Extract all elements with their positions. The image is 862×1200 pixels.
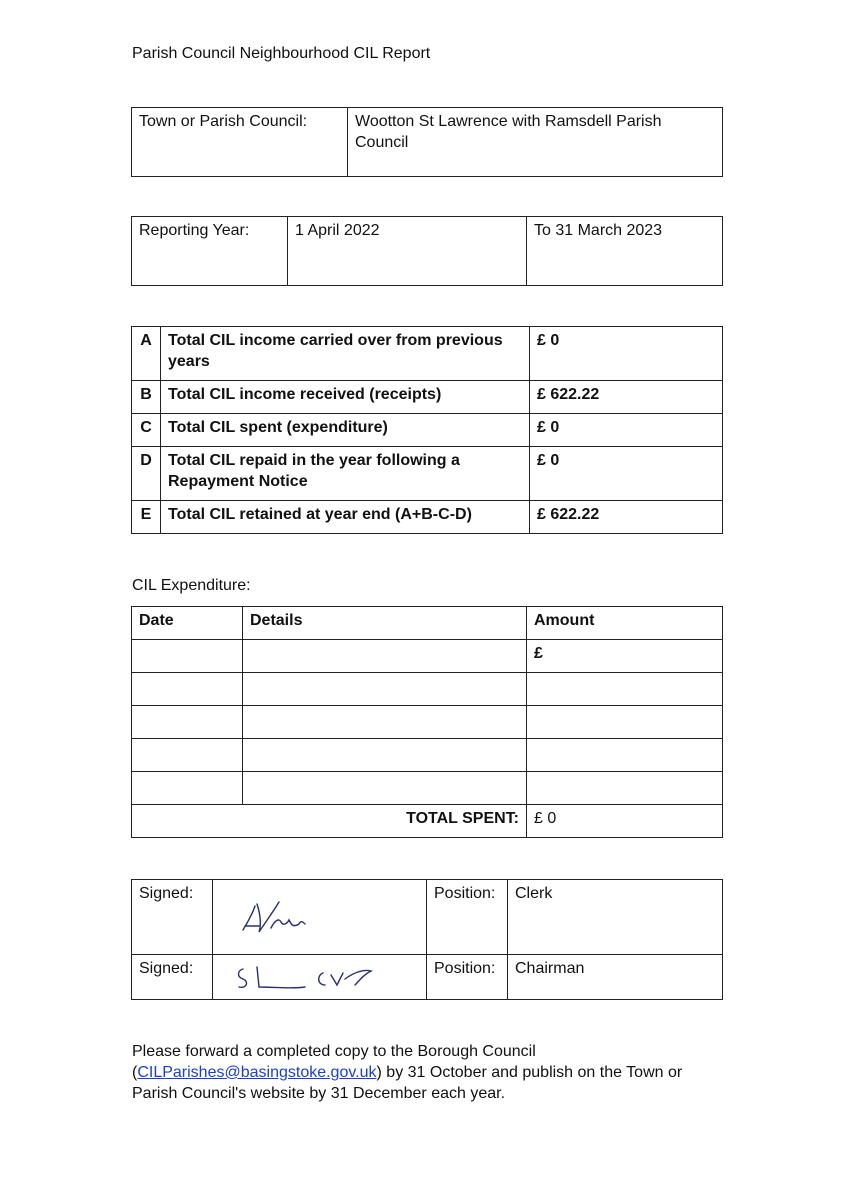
expenditure-details [243,739,527,772]
summary-amount: £ 0 [530,447,723,501]
signed-label: Signed: [132,880,213,955]
cil-summary-table [131,326,723,534]
signed-label: Signed: [132,955,213,1000]
signature-chairman [213,955,427,1000]
summary-letter: B [132,381,161,414]
summary-row [132,381,723,414]
expenditure-amount [527,739,723,772]
summary-description: Total CIL income carried over from previous years [161,327,530,381]
summary-amount: £ 0 [530,414,723,447]
signatures-table [131,879,723,1000]
expenditure-date [132,739,243,772]
position-value: Chairman [508,955,723,1000]
summary-letter: C [132,414,161,447]
expenditure-date [132,772,243,805]
total-spent-label: TOTAL SPENT: [132,805,527,838]
expenditure-table [131,606,723,838]
reporting-year-from: 1 April 2022 [288,217,527,286]
column-header-amount: Amount [527,607,723,640]
expenditure-amount [527,706,723,739]
expenditure-heading: CIL Expenditure: [132,577,251,594]
footer-note [132,1041,742,1104]
expenditure-row [132,706,723,739]
expenditure-row [132,640,723,673]
expenditure-date [132,673,243,706]
summary-letter: D [132,447,161,501]
chairman-signature-image [213,955,426,999]
summary-row [132,501,723,534]
summary-description: Total CIL income received (receipts) [161,381,530,414]
reporting-year-table [131,216,723,286]
signature-clerk [213,880,427,955]
summary-letter: A [132,327,161,381]
expenditure-row [132,772,723,805]
column-header-details: Details [243,607,527,640]
council-table [131,107,723,177]
column-header-date: Date [132,607,243,640]
summary-amount: £ 0 [530,327,723,381]
footer-line-3: Parish Council's website by 31 December each year. [132,1085,506,1102]
council-value: Wootton St Lawrence with Ramsdell Parish Council [348,108,723,177]
expenditure-amount [527,772,723,805]
summary-letter: E [132,501,161,534]
summary-row [132,447,723,501]
clerk-signature-image [213,880,426,954]
expenditure-details [243,706,527,739]
position-value: Clerk [508,880,723,955]
expenditure-details [243,640,527,673]
expenditure-row [132,673,723,706]
total-spent-row [132,805,723,838]
expenditure-amount [527,673,723,706]
expenditure-date [132,706,243,739]
summary-row [132,327,723,381]
position-label: Position: [427,955,508,1000]
footer-line-2 [132,1062,742,1083]
expenditure-date [132,640,243,673]
reporting-year-to: To 31 March 2023 [527,217,723,286]
signature-row [132,880,723,955]
expenditure-header-row [132,607,723,640]
expenditure-details [243,772,527,805]
expenditure-details [243,673,527,706]
reporting-year-label: Reporting Year: [132,217,288,286]
expenditure-amount: £ [527,640,723,673]
summary-amount: £ 622.22 [530,381,723,414]
footer-open-paren: ( [132,1064,138,1081]
summary-description: Total CIL retained at year end (A+B-C-D) [161,501,530,534]
signature-row [132,955,723,1000]
expenditure-row [132,739,723,772]
email-link[interactable]: CILParishes@basingstoke.gov.uk [137,1064,377,1081]
summary-description: Total CIL repaid in the year following a Repayment Notice [161,447,530,501]
page-title: Parish Council Neighbourhood CIL Report [132,45,431,62]
total-spent-value: £ 0 [527,805,723,838]
council-label: Town or Parish Council: [132,108,348,177]
summary-description: Total CIL spent (expenditure) [161,414,530,447]
footer-line-2-rest: ) by 31 October and publish on the Town or [376,1064,683,1081]
footer-line-1: Please forward a completed copy to the Borough Council [132,1043,536,1060]
summary-amount: £ 622.22 [530,501,723,534]
summary-row [132,414,723,447]
position-label: Position: [427,880,508,955]
